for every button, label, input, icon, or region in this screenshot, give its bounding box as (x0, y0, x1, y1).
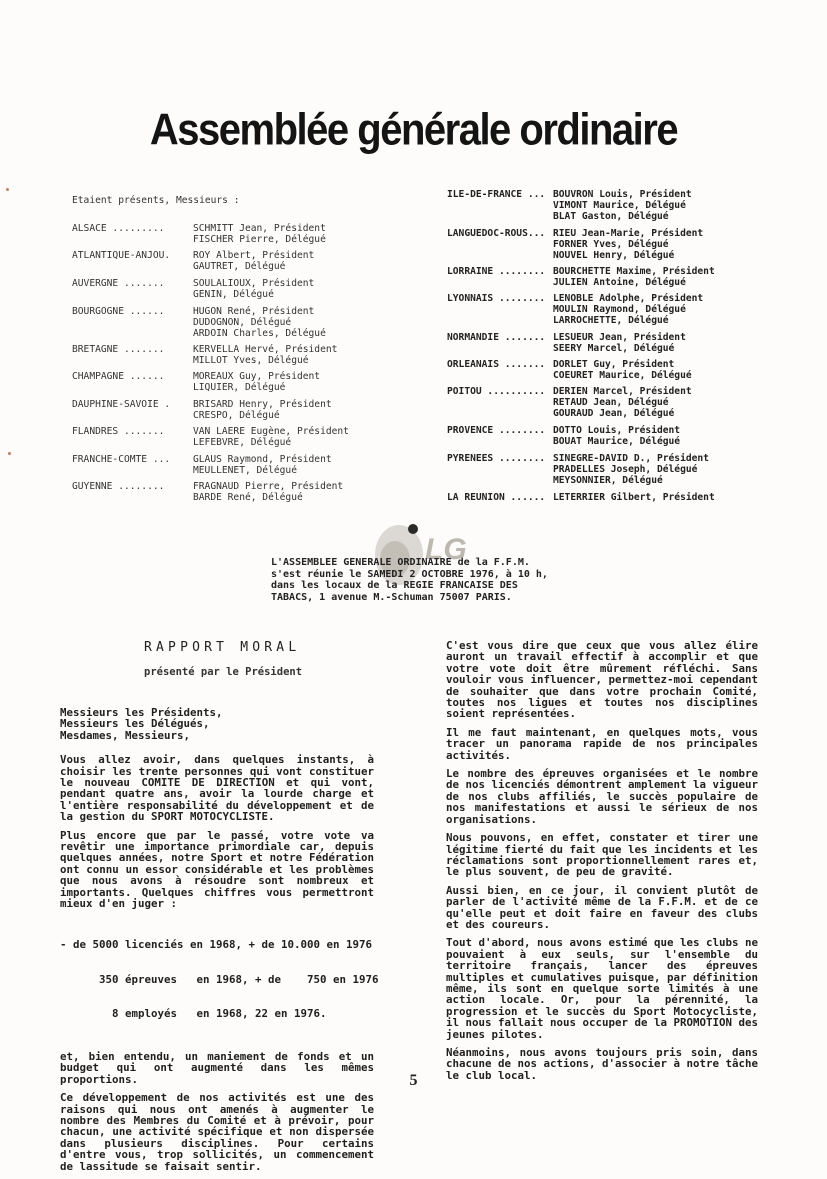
region-name: GUYENNE ........ (72, 481, 165, 492)
figure-line: - de 5000 licenciés en 1968, + de 10.000 en 1976 (60, 938, 373, 952)
region-name: LA REUNION ...... (447, 492, 546, 503)
attendee-name: DORLET Guy, Président (553, 359, 675, 370)
section-subheading: présenté par le Président (144, 666, 303, 678)
attendee-name: FORNER Yves, Délégué (553, 239, 669, 250)
paragraph: Nous pouvons, en effet, constater et tirer une légitime fierté du fait que les incidents et les réclamations sont proportionnellement rares et, le plus souvent, de peu de gravité. (446, 831, 759, 879)
paragraph: Néanmoins, nous avons toujours pris soin, dans chacune de nos actions, d'associer à notre tâche le club local. (446, 1046, 759, 1082)
attendee-name: LIQUIER, Délégué (193, 382, 286, 393)
paragraph: et, bien entendu, un maniement de fonds et un budget qui ont augmenté dans les mêmes proportions. (60, 1049, 374, 1086)
logo-text: LG (425, 533, 467, 566)
region-name: AUVERGNE ....... (72, 278, 165, 289)
paragraph: Il me faut maintenant, en quelques mots, vous tracer un panorama rapide de nos principales activités. (446, 725, 758, 762)
scan-mark (6, 188, 9, 191)
paragraph: Plus encore que par le passé, votre vote va revêtir une importance primordiale car, depuis quelques années, notre Sport et notre Fédération ont connu un essor considérable et les problèmes que nous avons à résoudre sont nombreux et importants. Quelques chiffres vous permettront mieux d'en juger : (60, 828, 374, 911)
attendee-name: JULIEN Antoine, Délégué (553, 277, 686, 288)
paragraph: Vous allez avoir, dans quelques instants, à choisir les trente personnes qui vont constituer le nouveau COMITE DE DIRECTION et qui vont, pendant quatre ans, avoir la lourde charge et l'entière responsabilité du développement et de la gestion du SPORT MOTOCYCLISTE. (60, 753, 374, 824)
region-name: ALSACE ......... (72, 223, 165, 234)
figures-list (60, 917, 379, 1042)
page-title: Assemblée générale ordinaire (149, 105, 678, 155)
region-name: FRANCHE-COMTE ... (72, 454, 171, 465)
attendee-name: BOUAT Maurice, Délégué (553, 436, 681, 447)
attendee-name: ARDOIN Charles, Délégué (193, 328, 326, 339)
attendee-name: FRAGNAUD Pierre, Président (193, 481, 344, 492)
logo-dot (408, 524, 418, 534)
section-heading: RAPPORT MORAL (144, 640, 301, 655)
attendee-name: SOULALIOUX, Président (193, 278, 315, 289)
region-name: CHAMPAGNE ...... (72, 371, 165, 382)
attendee-name: PRADELLES Joseph, Délégué (553, 464, 698, 475)
region-name: PYRENEES ........ (447, 453, 546, 464)
attendee-name: SINEGRE-DAVID D., Président (553, 453, 709, 464)
paragraph: C'est vous dire que ceux que vous allez élire auront un travail effectif à accomplir et que votre vote doit être mûrement réfléchi. Sans vouloir vous influencer, permettez-moi cependant de souhaiter que dans votre prochain Comité, toutes nos ligues et toutes nos disciplines soient représentées. (446, 639, 759, 721)
paragraph: Ce développement de nos activités est une des raisons qui nous ont amenés à augmenter le nombre des Membres du Comité et à prévoir, pour chacun, une activité spécifique et non dispersée dans plusieurs disciplines. Pour certains d'entre vous, trop sollicités, un commencement de lassitude se faisait sentir. (60, 1091, 374, 1173)
attendee-name: FISCHER Pierre, Délégué (193, 234, 326, 245)
attendee-name: SCHMITT Jean, Président (193, 223, 326, 234)
attendee-name: MEULLENET, Délégué (193, 465, 297, 476)
attendee-name: NOUVEL Henry, Délégué (553, 250, 675, 261)
attendee-name: CRESPO, Délégué (193, 410, 280, 421)
page-number: 5 (409, 1072, 418, 1089)
region-name: LANGUEDOC-ROUS... (447, 228, 546, 239)
attendee-name: LEFEBVRE, Délégué (193, 437, 292, 448)
region-name: LYONNAIS ........ (447, 293, 546, 304)
attendee-name: MEYSONNIER, Délégué (553, 475, 663, 486)
meeting-notice: L'ASSEMBLEE GENERALE ORDINAIRE de la F.F.M. s'est réunie le SAMEDI 2 OCTOBRE 1976, à 10 h, dans les locaux de la REGIE FRANCAISE DES TABACS, 1 avenue M.-Schuman 75007 PARIS. (271, 557, 548, 603)
attendee-name: GENIN, Délégué (193, 289, 274, 300)
attendee-name: RIEU Jean-Marie, Président (553, 228, 704, 239)
attendee-name: VIMONT Maurice, Délégué (553, 200, 686, 211)
region-name: ILE-DE-FRANCE ... (447, 189, 546, 200)
region-name: ATLANTIQUE-ANJOU. (72, 250, 171, 261)
attendee-name: VAN LAERE Eugène, Président (193, 426, 349, 437)
region-name: BOURGOGNE ...... (72, 306, 165, 317)
attendee-name: BRISARD Henry, Président (193, 399, 332, 410)
attendee-name: DUDOGNON, Délégué (193, 317, 292, 328)
paragraph: Le nombre des épreuves organisées et le nombre de nos licenciés démontrent amplement la vigueur de nos clubs affiliés, le succès populaire de nos manifestations et aussi le sérieux de nos organisations. (446, 767, 759, 826)
report-right-column (446, 640, 758, 1088)
region-name: NORMANDIE ....... (447, 332, 546, 343)
region-name: LORRAINE ........ (447, 266, 546, 277)
attendee-name: RETAUD Jean, Délégué (553, 397, 669, 408)
region-name: POITOU .......... (447, 386, 546, 397)
attendee-name: LETERRIER Gilbert, Président (553, 492, 715, 503)
attendee-name: MILLOT Yves, Délégué (193, 355, 309, 366)
region-name: FLANDRES ....... (72, 426, 165, 437)
region-name: PROVENCE ........ (447, 425, 546, 436)
attendee-name: BLAT Gaston, Délégué (553, 211, 669, 222)
attendee-name: BOUVRON Louis, Président (553, 189, 692, 200)
figure-line: 350 épreuves en 1968, + de 750 en 1976 (60, 972, 379, 986)
scan-mark (8, 452, 11, 455)
region-name: BRETAGNE ....... (72, 344, 165, 355)
report-left-column (60, 706, 379, 1179)
attendee-name: GAUTRET, Délégué (193, 261, 286, 272)
attendee-name: HUGON René, Président (193, 306, 315, 317)
attendee-name: GOURAUD Jean, Délégué (553, 408, 675, 419)
attendee-name: LARROCHETTE, Délégué (553, 315, 669, 326)
attendee-name: KERVELLA Hervé, Président (193, 344, 338, 355)
attendee-name: COEURET Maurice, Délégué (553, 370, 692, 381)
paragraph: Tout d'abord, nous avons estimé que les clubs ne pouvaient à eux seuls, sur l'ensemble du territoire français, lancer des épreuves multiples et cumulatives puisque, par définition même, ils sont en quelque sorte limités à une action locale. Or, pour la pérennité, la progression et le succès du Sport Motocycliste, il nous fallait nous occuper de la PROMOTION des jeunes pilotes. (446, 936, 759, 1041)
attendee-name: SEERY Marcel, Délégué (553, 343, 675, 354)
attendee-name: ROY Albert, Président (193, 250, 315, 261)
attendee-name: LENOBLE Adolphe, Président (553, 293, 704, 304)
paragraph: Aussi bien, en ce jour, il convient plutôt de parler de l'activité même de la F.F.M. et de ce qu'elle peut et doit faire en faveur des clubs et des coureurs. (446, 883, 758, 931)
attendance-intro: Etaient présents, Messieurs : (72, 195, 240, 206)
attendee-name: GLAUS Raymond, Président (193, 454, 332, 465)
attendee-name: MOULIN Raymond, Délégué (553, 304, 686, 315)
region-name: ORLEANAIS ....... (447, 359, 546, 370)
figure-line: 8 employés en 1968, 22 en 1976. (60, 1006, 327, 1020)
attendee-name: BARDE René, Délégué (193, 492, 303, 503)
attendee-name: MOREAUX Guy, Président (193, 371, 321, 382)
attendee-name: LESUEUR Jean, Président (553, 332, 686, 343)
attendee-name: BOURCHETTE Maxime, Président (553, 266, 715, 277)
greeting: Messieurs les Présidents, Messieurs les Délégués, Mesdames, Messieurs, (60, 706, 223, 742)
attendee-name: DERIEN Marcel, Président (553, 386, 692, 397)
region-name: DAUPHINE-SAVOIE . (72, 399, 171, 410)
attendee-name: DOTTO Louis, Président (553, 425, 681, 436)
